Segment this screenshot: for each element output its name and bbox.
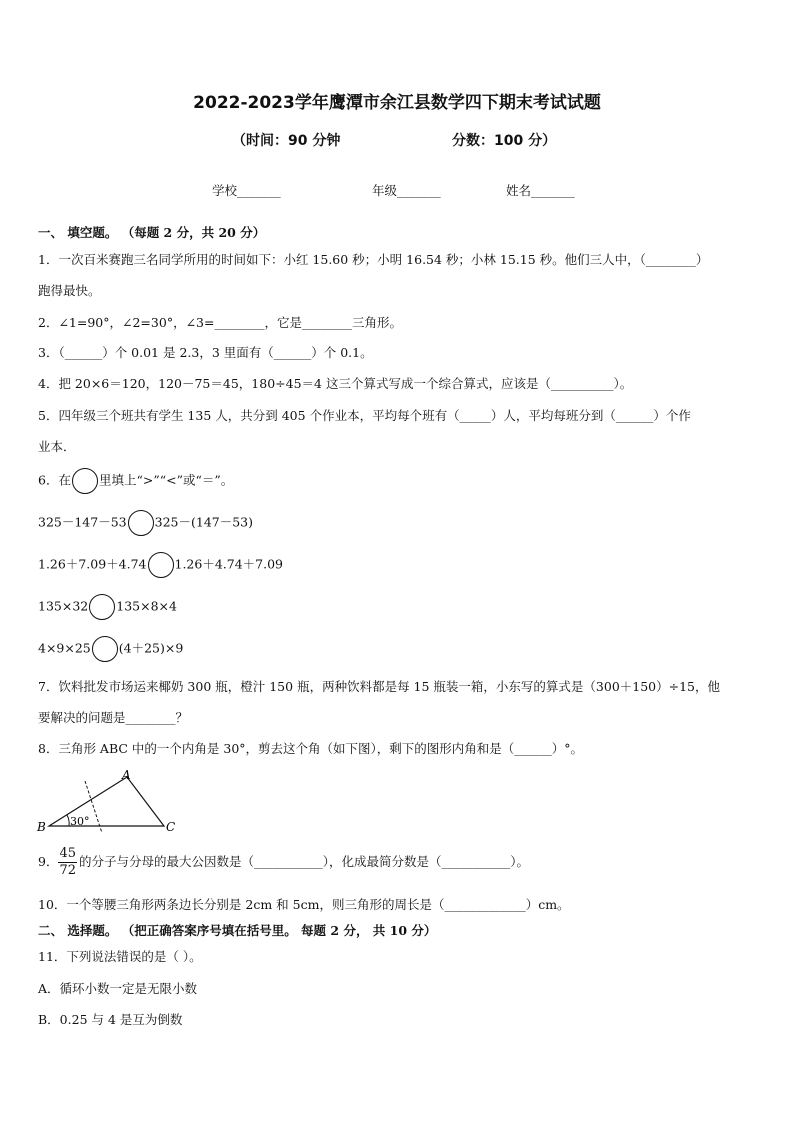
- vertex-c-label: C: [166, 820, 176, 834]
- q6-item-right: (4＋25)×9: [118, 640, 184, 656]
- q6-item-4: [38, 636, 183, 662]
- q6-suffix: 里填上“>”“<”或“＝”。: [98, 472, 234, 488]
- vertex-b-label: B: [37, 820, 46, 834]
- question-7-line1: 7．饮料批发市场运来椰奶 300 瓶，橙汁 150 瓶，两种饮料都是每 15 瓶装一箱，小东写的算式是（300＋150）÷15，他: [38, 679, 721, 694]
- question-1-line2: 跑得最快。: [38, 283, 101, 298]
- question-11-option-b: B．0.25 与 4 是互为倒数: [38, 1012, 183, 1027]
- q9-suffix: 的分子与分母的最大公因数是（___________），化成最简分数是（___________）。: [79, 854, 530, 869]
- compare-circle[interactable]: [89, 594, 115, 620]
- question-2: 2．∠1=90°，∠2=30°，∠3=________，它是________三角形。: [38, 315, 402, 330]
- fraction: [58, 846, 77, 879]
- question-4: 4．把 20×6＝120，120－75＝45，180÷45＝4 这三个算式写成一个综合算式，应该是（__________）。: [38, 376, 633, 391]
- school-field: 学校_______: [212, 183, 281, 198]
- q6-item-2: [38, 552, 283, 578]
- question-5-line1: 5．四年级三个班共有学生 135 人，共分到 405 个作业本，平均每个班有（_____）人，平均每班分到（______）个作: [38, 408, 691, 423]
- section1-heading: 一、 填空题。 （每题 2 分，共 20 分）: [38, 225, 266, 240]
- question-3: 3．（______）个 0.01 是 2.3，3 里面有（______）个 0.1。: [38, 345, 373, 360]
- question-1-line1: 1．一次百米赛跑三名同学所用的时间如下：小红 15.60 秒；小明 16.54 秒；小林 15.15 秒。他们三人中，（________）: [38, 252, 709, 267]
- vertex-a-label: A: [122, 768, 131, 782]
- name-field: 姓名_______: [506, 183, 575, 198]
- angle-arc: [67, 815, 69, 826]
- triangle-abc: [49, 777, 164, 826]
- fraction-denominator: 72: [59, 863, 76, 878]
- q6-item-left: 135×32: [38, 598, 89, 614]
- q6-item-left: 325－147－53: [38, 514, 127, 530]
- compare-circle[interactable]: [148, 552, 174, 578]
- score-label: 分数：100 分）: [452, 133, 557, 149]
- question-8: 8．三角形 ABC 中的一个内角是 30°，剪去这个角（如下图），剩下的图形内角和是（______）°。: [38, 741, 584, 756]
- page-title: 2022-2023学年鹰潭市余江县数学四下期末考试试题: [193, 93, 601, 113]
- question-10: 10．一个等腰三角形两条边长分别是 2cm 和 5cm，则三角形的周长是（_____________）cm。: [38, 897, 570, 912]
- question-5-line2: 业本．: [38, 439, 76, 454]
- time-label: （时间：90 分钟: [232, 133, 341, 149]
- q6-item-left: 1.26＋7.09＋4.74: [38, 556, 147, 572]
- q6-item-left: 4×9×25: [38, 640, 91, 656]
- question-11-option-a: A．循环小数一定是无限小数: [38, 981, 198, 996]
- question-6-stem: [38, 468, 233, 494]
- q6-item-1: [38, 510, 253, 536]
- question-11-stem: 11．下列说法错误的是（ ）。: [38, 949, 202, 964]
- q6-item-right: 325－(147－53): [154, 514, 254, 530]
- triangle-figure: [34, 765, 184, 837]
- fraction-numerator: 45: [59, 846, 76, 861]
- compare-circle[interactable]: [128, 510, 154, 536]
- question-7-line2: 要解决的问题是________？: [38, 710, 189, 725]
- q6-item-right: 1.26＋4.74＋7.09: [174, 556, 283, 572]
- q9-prefix: 9．: [38, 854, 59, 869]
- grade-field: 年级_______: [372, 183, 441, 198]
- section2-heading: 二、 选择题。 （把正确答案序号填在括号里。 每题 2 分， 共 10 分）: [38, 923, 437, 938]
- q6-prefix: 6．在: [38, 472, 71, 488]
- compare-circle[interactable]: [92, 636, 118, 662]
- q6-item-3: [38, 594, 177, 620]
- q6-item-right: 135×8×4: [116, 598, 177, 614]
- angle-label: 30°: [70, 815, 90, 828]
- question-9: [38, 846, 529, 879]
- compare-circle[interactable]: [72, 468, 98, 494]
